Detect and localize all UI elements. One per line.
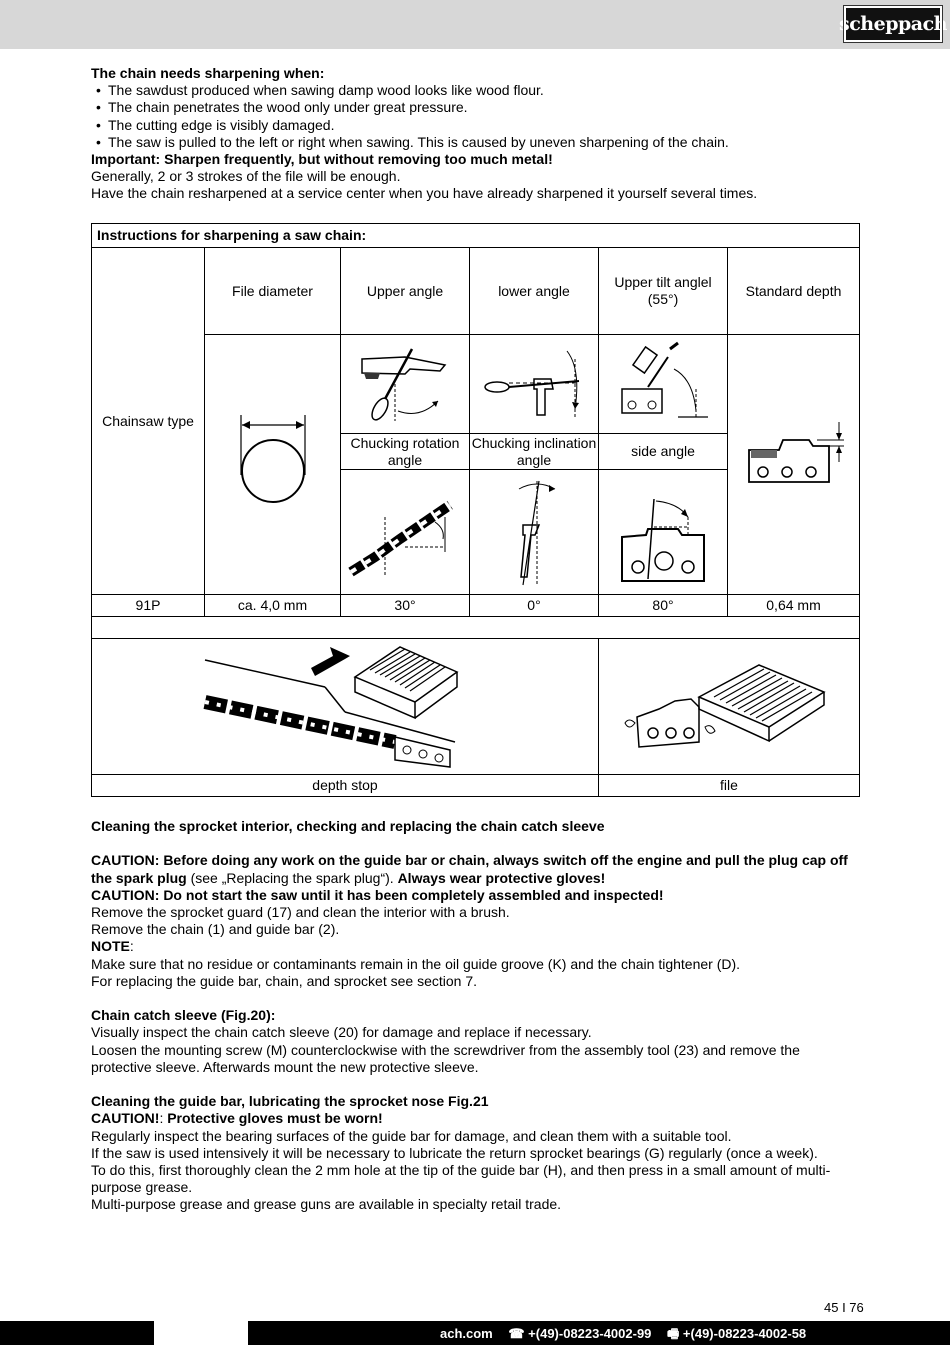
cleaning-heading: Cleaning the sprocket interior, checking and replacing the chain catch sleeve <box>91 818 605 834</box>
guidebar-heading: Cleaning the guide bar, lubricating the sprocket nose Fig.21 <box>91 1093 489 1110</box>
sleeve-heading: Chain catch sleeve (Fig.20): <box>91 1007 276 1024</box>
intro-line: Generally, 2 or 3 strokes of the file will be enough. <box>91 168 401 185</box>
lower-angle-illustration <box>470 335 599 434</box>
depth-stop-icon <box>195 642 495 772</box>
list-item: • The sawdust produced when sawing damp wood looks like wood flour. <box>91 82 861 99</box>
side-angle-illustration <box>599 470 728 595</box>
header-bar <box>0 0 950 49</box>
note-label-line <box>91 938 861 955</box>
standard-depth-icon <box>739 420 849 510</box>
file-diameter-icon <box>228 405 318 525</box>
file-illustration <box>599 639 859 775</box>
logo-text: scheppach <box>839 13 947 35</box>
caption-file: file <box>720 777 738 793</box>
value-lower-angle: 0° <box>470 595 599 617</box>
subheader-chucking-rotation: Chucking rotation angle <box>341 434 470 470</box>
note-label: NOTE <box>91 938 130 955</box>
chucking-rotation-illustration <box>341 470 470 595</box>
standard-depth-illustration <box>728 335 859 595</box>
file-icon <box>619 647 839 767</box>
footer-phone: ☎ +(49)-08223-4002-99 <box>508 1326 652 1341</box>
chucking-rotation-icon <box>345 477 465 587</box>
chainsaw-type-label: Chainsaw type <box>92 248 205 595</box>
guidebar-caution-label: CAUTION! <box>91 1110 160 1127</box>
sleeve-text: Visually inspect the chain catch sleeve (20) for damage and replace if necessary. <box>91 1024 592 1041</box>
upper-tilt-illustration <box>599 335 728 434</box>
note-colon: : <box>129 938 134 955</box>
caution-engine <box>91 852 861 886</box>
sharpening-table <box>91 223 860 797</box>
value-type: 91P <box>92 595 205 617</box>
upper-angle-illustration <box>341 335 470 434</box>
header-standard-depth: Standard depth <box>728 248 859 335</box>
header-upper-angle: Upper angle <box>341 248 470 335</box>
note-text: Make sure that no residue or contaminants remain in the oil guide groove (K) and the chain tightener (D). <box>91 955 741 972</box>
guidebar-caution <box>91 1110 861 1127</box>
header-lower-angle: lower angle <box>470 248 599 335</box>
guidebar-caution-colon: : <box>159 1110 168 1127</box>
caption-depth-stop: depth stop <box>92 775 599 796</box>
list-item: • The chain penetrates the wood only under great pressure. <box>91 99 861 116</box>
table-title: Instructions for sharpening a saw chain: <box>92 224 859 248</box>
header-file-diameter: File diameter <box>205 248 341 335</box>
upper-angle-icon <box>350 339 460 429</box>
list-item: • The cutting edge is visibly damaged. <box>91 117 861 134</box>
subheader-side-angle: side angle <box>599 434 728 470</box>
intro-line: Have the chain resharpened at a service center when you have already sharpened it yourself several times. <box>91 185 758 202</box>
sleeve-text: Loosen the mounting screw (M) counterclockwise with the screwdriver from the assembly tool (23) and remove the protective sleeve. Afterwards mount the new protective sleeve. <box>91 1041 800 1075</box>
guidebar-caution-text: Protective gloves must be worn! <box>167 1110 383 1127</box>
intro-section <box>91 65 861 203</box>
value-tilt: 80° <box>599 595 728 617</box>
lower-angle-icon <box>479 339 589 429</box>
empty-row <box>92 617 859 639</box>
page-number: 45 I 76 <box>824 1300 864 1315</box>
upper-tilt-icon <box>608 339 718 429</box>
guidebar-text: To do this, first thoroughly clean the 2 mm hole at the tip of the guide bar (H), and then press in a small amount of multi-purpose grease. <box>91 1162 831 1196</box>
important-note: Important: Sharpen frequently, but without removing too much metal! <box>91 151 553 168</box>
scheppach-logo <box>839 6 947 42</box>
value-depth: 0,64 mm <box>728 595 859 617</box>
chucking-inclination-illustration <box>470 470 599 595</box>
footer-web: ach.com <box>440 1326 493 1341</box>
subheader-chucking-inclination: Chucking inclination angle <box>470 434 599 470</box>
sharpening-heading: The chain needs sharpening when: <box>91 65 325 81</box>
depth-stop-illustration <box>92 639 599 775</box>
caution-reference: (see „Replacing the spark plug“). <box>186 869 398 886</box>
side-angle-icon <box>608 477 718 587</box>
header-upper-tilt-angle: Upper tilt anglel (55°) <box>599 248 728 335</box>
cleaning-step: Remove the chain (1) and guide bar (2). <box>91 921 340 938</box>
caution-gloves: Always wear protective gloves! <box>397 869 606 886</box>
caution-engine-text: CAUTION: Before doing any work on the guide bar or chain, always switch off the engine and pull the plug cap off the spark plug <box>91 852 848 886</box>
value-file-diameter: ca. 4,0 mm <box>205 595 341 617</box>
note-text: For replacing the guide bar, chain, and sprocket see section 7. <box>91 972 478 989</box>
file-diameter-illustration <box>205 335 341 595</box>
caution-start: CAUTION: Do not start the saw until it has been completely assembled and inspected! <box>91 886 664 903</box>
guidebar-text: Multi-purpose grease and grease guns are available in specialty retail trade. <box>91 1196 562 1213</box>
list-item: • The saw is pulled to the left or right when sawing. This is caused by uneven sharpening of the chain. <box>91 134 861 151</box>
guidebar-text: Regularly inspect the bearing surfaces of the guide bar for damage, and clean them with a suitable tool. <box>91 1127 732 1144</box>
chucking-inclination-icon <box>479 477 589 587</box>
value-upper-angle: 30° <box>341 595 470 617</box>
footer-contact <box>440 1325 818 1345</box>
cleaning-step: Remove the sprocket guard (17) and clean the interior with a brush. <box>91 904 510 920</box>
footer-gap <box>154 1321 248 1345</box>
cleaning-section <box>91 818 861 1214</box>
footer-fax: 🖷 +(49)-08223-4002-58 <box>667 1326 807 1341</box>
guidebar-text: If the saw is used intensively it will be necessary to lubricate the return sprocket bearings (G) regularly (once a week). <box>91 1144 818 1161</box>
